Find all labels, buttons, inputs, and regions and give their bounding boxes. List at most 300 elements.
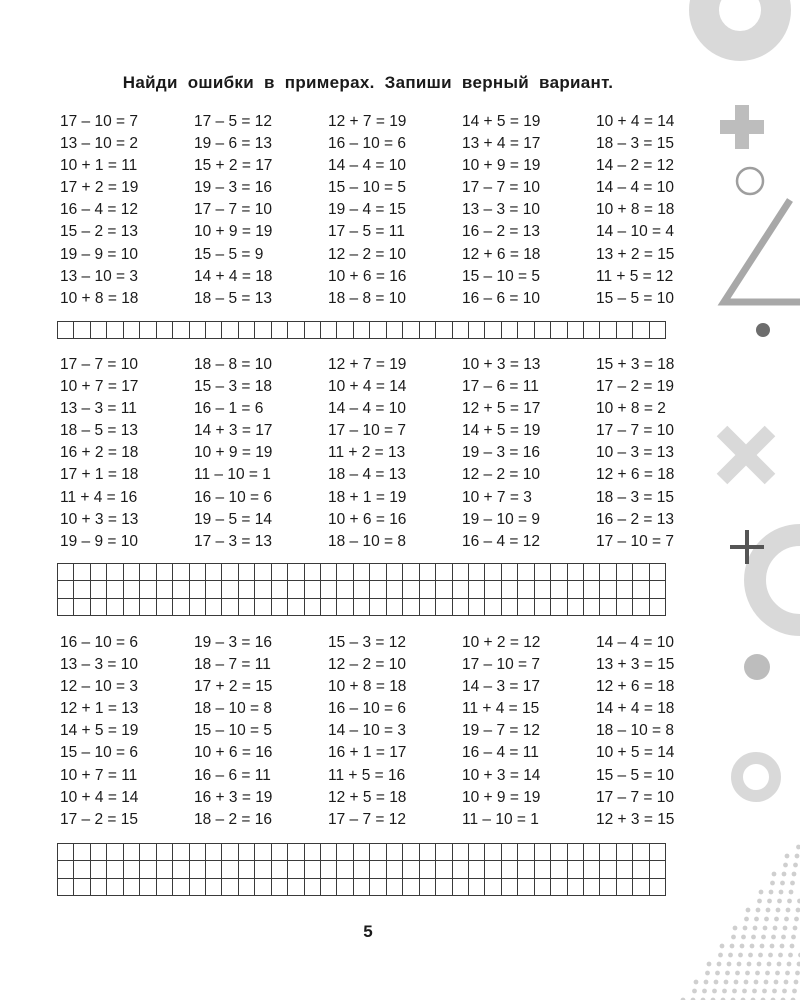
math-example: 14 – 2 = 12 xyxy=(596,157,674,175)
answer-cell[interactable] xyxy=(255,564,271,581)
answer-cell[interactable] xyxy=(255,861,271,878)
answer-cell[interactable] xyxy=(288,564,304,581)
answer-cell[interactable] xyxy=(386,564,402,581)
answer-cell[interactable] xyxy=(107,598,123,615)
answer-cell[interactable] xyxy=(370,878,386,895)
answer-cell[interactable] xyxy=(353,844,369,861)
answer-cell[interactable] xyxy=(140,598,156,615)
answer-cell[interactable] xyxy=(551,598,567,615)
answer-cell[interactable] xyxy=(271,878,287,895)
answer-cell[interactable] xyxy=(518,598,534,615)
answer-cell[interactable] xyxy=(205,322,221,339)
math-example: 15 – 2 = 13 xyxy=(60,223,138,241)
answer-cell[interactable] xyxy=(74,564,90,581)
answer-cell[interactable] xyxy=(386,861,402,878)
answer-cell[interactable] xyxy=(551,581,567,598)
answer-cell[interactable] xyxy=(616,878,632,895)
answer-cell[interactable] xyxy=(123,564,139,581)
answer-cell[interactable] xyxy=(189,861,205,878)
answer-cell[interactable] xyxy=(58,598,74,615)
answer-cell[interactable] xyxy=(288,878,304,895)
answer-cell[interactable] xyxy=(501,564,517,581)
answer-cell[interactable] xyxy=(567,861,583,878)
answer-cell[interactable] xyxy=(551,564,567,581)
answer-cell[interactable] xyxy=(271,844,287,861)
answer-cell[interactable] xyxy=(222,581,238,598)
answer-cell[interactable] xyxy=(567,844,583,861)
answer-cell[interactable] xyxy=(534,598,550,615)
answer-cell[interactable] xyxy=(386,322,402,339)
answer-cell[interactable] xyxy=(123,322,139,339)
answer-cell[interactable] xyxy=(255,322,271,339)
answer-cell[interactable] xyxy=(58,844,74,861)
answer-cell[interactable] xyxy=(633,598,649,615)
answer-cell[interactable] xyxy=(156,564,172,581)
answer-cell[interactable] xyxy=(353,878,369,895)
answer-cell[interactable] xyxy=(74,861,90,878)
answer-cell[interactable] xyxy=(321,564,337,581)
answer-cell[interactable] xyxy=(649,581,665,598)
answer-cell[interactable] xyxy=(140,844,156,861)
answer-cell[interactable] xyxy=(419,581,435,598)
answer-cell[interactable] xyxy=(551,844,567,861)
pattern-dot xyxy=(734,980,739,985)
pattern-dot xyxy=(755,971,760,976)
answer-cell[interactable] xyxy=(551,322,567,339)
answer-cell[interactable] xyxy=(271,581,287,598)
answer-cell[interactable] xyxy=(534,322,550,339)
answer-cell[interactable] xyxy=(584,844,600,861)
answer-cell[interactable] xyxy=(90,878,106,895)
answer-cell[interactable] xyxy=(58,564,74,581)
answer-cell[interactable] xyxy=(140,581,156,598)
answer-cell[interactable] xyxy=(436,878,452,895)
answer-cell[interactable] xyxy=(271,598,287,615)
math-example: 19 – 7 = 12 xyxy=(462,722,540,740)
answer-cell[interactable] xyxy=(107,878,123,895)
answer-cell[interactable] xyxy=(567,598,583,615)
pattern-dot xyxy=(748,953,753,958)
answer-cell[interactable] xyxy=(189,581,205,598)
answer-cell[interactable] xyxy=(189,322,205,339)
answer-cell[interactable] xyxy=(485,322,501,339)
example-column xyxy=(596,354,730,553)
answer-cell[interactable] xyxy=(436,844,452,861)
answer-cell[interactable] xyxy=(58,861,74,878)
answer-cell[interactable] xyxy=(90,844,106,861)
answer-cell[interactable] xyxy=(271,564,287,581)
answer-cell[interactable] xyxy=(485,861,501,878)
answer-cell[interactable] xyxy=(501,598,517,615)
answer-cell[interactable] xyxy=(534,844,550,861)
answer-cell[interactable] xyxy=(238,564,254,581)
answer-cell[interactable] xyxy=(189,878,205,895)
answer-cell[interactable] xyxy=(205,878,221,895)
answer-cell[interactable] xyxy=(321,844,337,861)
answer-cell[interactable] xyxy=(288,861,304,878)
answer-cell[interactable] xyxy=(403,564,419,581)
answer-cell[interactable] xyxy=(452,581,468,598)
answer-cell[interactable] xyxy=(370,564,386,581)
answer-cell[interactable] xyxy=(123,581,139,598)
answer-cell[interactable] xyxy=(518,322,534,339)
pattern-dot xyxy=(775,971,780,976)
answer-cell[interactable] xyxy=(518,581,534,598)
answer-cell[interactable] xyxy=(222,844,238,861)
answer-cell[interactable] xyxy=(403,844,419,861)
pattern-dot xyxy=(782,989,787,994)
answer-cell[interactable] xyxy=(74,598,90,615)
answer-cell[interactable] xyxy=(222,564,238,581)
answer-cell[interactable] xyxy=(205,564,221,581)
answer-cell[interactable] xyxy=(616,581,632,598)
answer-cell[interactable] xyxy=(403,861,419,878)
answer-cell[interactable] xyxy=(567,581,583,598)
answer-cell[interactable] xyxy=(584,878,600,895)
answer-cell[interactable] xyxy=(107,322,123,339)
answer-cell[interactable] xyxy=(205,844,221,861)
answer-cell[interactable] xyxy=(518,844,534,861)
answer-cell[interactable] xyxy=(156,844,172,861)
answer-cell[interactable] xyxy=(534,878,550,895)
pattern-dot xyxy=(784,980,789,985)
answer-cell[interactable] xyxy=(58,322,74,339)
answer-cell[interactable] xyxy=(107,564,123,581)
answer-cell[interactable] xyxy=(386,581,402,598)
answer-cell[interactable] xyxy=(173,564,189,581)
answer-cell[interactable] xyxy=(238,861,254,878)
answer-cell[interactable] xyxy=(90,861,106,878)
pattern-dot xyxy=(787,899,792,904)
math-example: 16 – 10 = 6 xyxy=(328,135,406,153)
answer-cell[interactable] xyxy=(304,322,320,339)
answer-cell[interactable] xyxy=(501,844,517,861)
answer-cell[interactable] xyxy=(58,878,74,895)
answer-cell[interactable] xyxy=(337,598,353,615)
answer-cell[interactable] xyxy=(140,878,156,895)
answer-cell[interactable] xyxy=(616,844,632,861)
answer-cell[interactable] xyxy=(551,861,567,878)
answer-cell[interactable] xyxy=(468,322,484,339)
answer-cell[interactable] xyxy=(518,878,534,895)
answer-cell[interactable] xyxy=(452,564,468,581)
math-example: 12 + 6 = 18 xyxy=(596,678,675,696)
pattern-dot xyxy=(694,980,699,985)
answer-cell[interactable] xyxy=(501,861,517,878)
answer-cell[interactable] xyxy=(485,581,501,598)
answer-cell[interactable] xyxy=(468,581,484,598)
answer-cell[interactable] xyxy=(468,564,484,581)
answer-cell[interactable] xyxy=(534,861,550,878)
answer-cell[interactable] xyxy=(337,564,353,581)
answer-cell[interactable] xyxy=(173,878,189,895)
answer-cell[interactable] xyxy=(156,322,172,339)
answer-cell[interactable] xyxy=(337,861,353,878)
answer-cell[interactable] xyxy=(403,598,419,615)
answer-cell[interactable] xyxy=(600,598,616,615)
answer-cell[interactable] xyxy=(584,322,600,339)
answer-cell[interactable] xyxy=(452,878,468,895)
answer-cell[interactable] xyxy=(304,564,320,581)
answer-cell[interactable] xyxy=(173,598,189,615)
answer-grid[interactable] xyxy=(57,321,666,339)
pattern-dot xyxy=(728,953,733,958)
answer-cell[interactable] xyxy=(255,598,271,615)
answer-cell[interactable] xyxy=(288,322,304,339)
answer-cell[interactable] xyxy=(419,844,435,861)
answer-cell[interactable] xyxy=(123,878,139,895)
answer-cell[interactable] xyxy=(205,861,221,878)
answer-cell[interactable] xyxy=(288,581,304,598)
answer-cell[interactable] xyxy=(370,861,386,878)
answer-cell[interactable] xyxy=(222,861,238,878)
answer-cell[interactable] xyxy=(370,598,386,615)
pattern-dot xyxy=(795,854,800,859)
answer-cell[interactable] xyxy=(140,564,156,581)
answer-cell[interactable] xyxy=(567,878,583,895)
answer-cell[interactable] xyxy=(123,844,139,861)
answer-cell[interactable] xyxy=(238,878,254,895)
answer-cell[interactable] xyxy=(140,861,156,878)
answer-cell[interactable] xyxy=(518,564,534,581)
example-column xyxy=(596,632,730,831)
answer-cell[interactable] xyxy=(304,581,320,598)
math-example: 12 – 2 = 10 xyxy=(328,656,406,674)
answer-cell[interactable] xyxy=(370,844,386,861)
answer-cell[interactable] xyxy=(58,581,74,598)
answer-cell[interactable] xyxy=(353,861,369,878)
answer-cell[interactable] xyxy=(321,878,337,895)
answer-cell[interactable] xyxy=(452,861,468,878)
answer-cell[interactable] xyxy=(649,322,665,339)
answer-cell[interactable] xyxy=(600,861,616,878)
answer-cell[interactable] xyxy=(600,878,616,895)
triangle-outline-icon xyxy=(724,200,800,302)
answer-cell[interactable] xyxy=(238,581,254,598)
answer-cell[interactable] xyxy=(288,598,304,615)
answer-cell[interactable] xyxy=(222,322,238,339)
answer-cell[interactable] xyxy=(419,861,435,878)
pattern-dot xyxy=(771,935,776,940)
answer-cell[interactable] xyxy=(436,564,452,581)
answer-cell[interactable] xyxy=(616,861,632,878)
answer-cell[interactable] xyxy=(468,844,484,861)
answer-cell[interactable] xyxy=(304,844,320,861)
answer-cell[interactable] xyxy=(600,322,616,339)
pattern-dot xyxy=(793,926,798,931)
answer-cell[interactable] xyxy=(288,844,304,861)
answer-cell[interactable] xyxy=(386,598,402,615)
pattern-dot xyxy=(750,944,755,949)
answer-cell[interactable] xyxy=(222,598,238,615)
answer-cell[interactable] xyxy=(238,322,254,339)
answer-cell[interactable] xyxy=(255,878,271,895)
answer-cell[interactable] xyxy=(501,878,517,895)
answer-cell[interactable] xyxy=(633,581,649,598)
answer-cell[interactable] xyxy=(436,322,452,339)
pattern-dot xyxy=(779,890,784,895)
answer-cell[interactable] xyxy=(649,564,665,581)
answer-cell[interactable] xyxy=(90,581,106,598)
answer-cell[interactable] xyxy=(616,598,632,615)
answer-cell[interactable] xyxy=(222,878,238,895)
math-example: 10 + 4 = 14 xyxy=(328,378,407,396)
answer-cell[interactable] xyxy=(419,322,435,339)
answer-cell[interactable] xyxy=(468,598,484,615)
answer-cell[interactable] xyxy=(452,322,468,339)
pattern-dot xyxy=(722,989,727,994)
answer-cell[interactable] xyxy=(321,861,337,878)
answer-cell[interactable] xyxy=(633,861,649,878)
answer-cell[interactable] xyxy=(255,844,271,861)
answer-cell[interactable] xyxy=(633,844,649,861)
answer-cell[interactable] xyxy=(649,844,665,861)
answer-cell[interactable] xyxy=(74,581,90,598)
answer-cell[interactable] xyxy=(584,581,600,598)
answer-cell[interactable] xyxy=(90,564,106,581)
answer-cell[interactable] xyxy=(485,844,501,861)
answer-cell[interactable] xyxy=(485,598,501,615)
answer-cell[interactable] xyxy=(649,878,665,895)
answer-cell[interactable] xyxy=(600,564,616,581)
answer-cell[interactable] xyxy=(304,878,320,895)
answer-cell[interactable] xyxy=(534,581,550,598)
answer-cell[interactable] xyxy=(123,861,139,878)
answer-cell[interactable] xyxy=(370,322,386,339)
answer-cell[interactable] xyxy=(452,598,468,615)
answer-cell[interactable] xyxy=(255,581,271,598)
answer-cell[interactable] xyxy=(353,322,369,339)
answer-cell[interactable] xyxy=(370,581,386,598)
answer-cell[interactable] xyxy=(452,844,468,861)
answer-cell[interactable] xyxy=(205,581,221,598)
math-example: 16 – 10 = 6 xyxy=(60,634,138,651)
answer-cell[interactable] xyxy=(173,861,189,878)
answer-cell[interactable] xyxy=(90,322,106,339)
answer-cell[interactable] xyxy=(403,581,419,598)
answer-cell[interactable] xyxy=(353,598,369,615)
pattern-dot xyxy=(720,944,725,949)
answer-cell[interactable] xyxy=(74,322,90,339)
answer-cell[interactable] xyxy=(567,564,583,581)
answer-cell[interactable] xyxy=(649,598,665,615)
answer-cell[interactable] xyxy=(107,581,123,598)
answer-cell[interactable] xyxy=(419,878,435,895)
answer-cell[interactable] xyxy=(238,598,254,615)
example-column xyxy=(194,632,328,831)
answer-cell[interactable] xyxy=(173,322,189,339)
answer-cell[interactable] xyxy=(436,598,452,615)
answer-cell[interactable] xyxy=(501,581,517,598)
answer-cell[interactable] xyxy=(436,861,452,878)
answer-cell[interactable] xyxy=(485,878,501,895)
answer-cell[interactable] xyxy=(501,322,517,339)
answer-cell[interactable] xyxy=(403,878,419,895)
answer-cell[interactable] xyxy=(403,322,419,339)
answer-cell[interactable] xyxy=(468,878,484,895)
answer-cell[interactable] xyxy=(189,598,205,615)
answer-cell[interactable] xyxy=(584,861,600,878)
answer-cell[interactable] xyxy=(156,598,172,615)
answer-grid[interactable] xyxy=(57,843,666,896)
answer-cell[interactable] xyxy=(337,322,353,339)
example-column xyxy=(328,111,462,310)
answer-cell[interactable] xyxy=(205,598,221,615)
answer-cell[interactable] xyxy=(189,844,205,861)
answer-cell[interactable] xyxy=(353,581,369,598)
answer-cell[interactable] xyxy=(386,878,402,895)
math-example: 16 – 2 = 13 xyxy=(462,223,540,241)
answer-cell[interactable] xyxy=(156,861,172,878)
math-example: 10 + 7 = 3 xyxy=(462,488,532,506)
answer-cell[interactable] xyxy=(74,878,90,895)
answer-cell[interactable] xyxy=(633,564,649,581)
answer-cell[interactable] xyxy=(600,581,616,598)
answer-cell[interactable] xyxy=(353,564,369,581)
answer-cell[interactable] xyxy=(271,322,287,339)
answer-cell[interactable] xyxy=(107,844,123,861)
answer-cell[interactable] xyxy=(173,581,189,598)
answer-cell[interactable] xyxy=(419,598,435,615)
answer-cell[interactable] xyxy=(321,581,337,598)
answer-cell[interactable] xyxy=(534,564,550,581)
answer-cell[interactable] xyxy=(468,861,484,878)
answer-cell[interactable] xyxy=(649,861,665,878)
example-block-2 xyxy=(60,354,730,553)
answer-cell[interactable] xyxy=(337,878,353,895)
answer-cell[interactable] xyxy=(90,598,106,615)
answer-cell[interactable] xyxy=(551,878,567,895)
math-example: 16 – 4 = 11 xyxy=(462,744,539,762)
answer-cell[interactable] xyxy=(304,861,320,878)
answer-grid[interactable] xyxy=(57,563,666,616)
answer-cell[interactable] xyxy=(140,322,156,339)
answer-cell[interactable] xyxy=(485,564,501,581)
math-example: 19 – 5 = 14 xyxy=(194,510,272,528)
answer-cell[interactable] xyxy=(189,564,205,581)
answer-cell[interactable] xyxy=(123,598,139,615)
answer-cell[interactable] xyxy=(271,861,287,878)
answer-cell[interactable] xyxy=(567,322,583,339)
answer-cell[interactable] xyxy=(304,598,320,615)
answer-cell[interactable] xyxy=(436,581,452,598)
answer-cell[interactable] xyxy=(321,322,337,339)
answer-cell[interactable] xyxy=(156,878,172,895)
answer-cell[interactable] xyxy=(419,564,435,581)
answer-cell[interactable] xyxy=(107,861,123,878)
answer-cell[interactable] xyxy=(337,844,353,861)
math-example: 10 + 8 = 18 xyxy=(328,678,407,696)
answer-cell[interactable] xyxy=(156,581,172,598)
math-example: 14 + 5 = 19 xyxy=(60,722,139,740)
answer-cell[interactable] xyxy=(321,598,337,615)
answer-cell[interactable] xyxy=(337,581,353,598)
answer-cell[interactable] xyxy=(238,844,254,861)
answer-cell[interactable] xyxy=(584,564,600,581)
answer-cell[interactable] xyxy=(633,322,649,339)
answer-cell[interactable] xyxy=(600,844,616,861)
answer-cell[interactable] xyxy=(584,598,600,615)
answer-cell[interactable] xyxy=(518,861,534,878)
answer-cell[interactable] xyxy=(616,564,632,581)
answer-cell[interactable] xyxy=(74,844,90,861)
pattern-dot xyxy=(753,926,758,931)
answer-cell[interactable] xyxy=(633,878,649,895)
answer-cell[interactable] xyxy=(386,844,402,861)
answer-cell[interactable] xyxy=(616,322,632,339)
answer-cell[interactable] xyxy=(173,844,189,861)
pattern-dot xyxy=(790,881,795,886)
